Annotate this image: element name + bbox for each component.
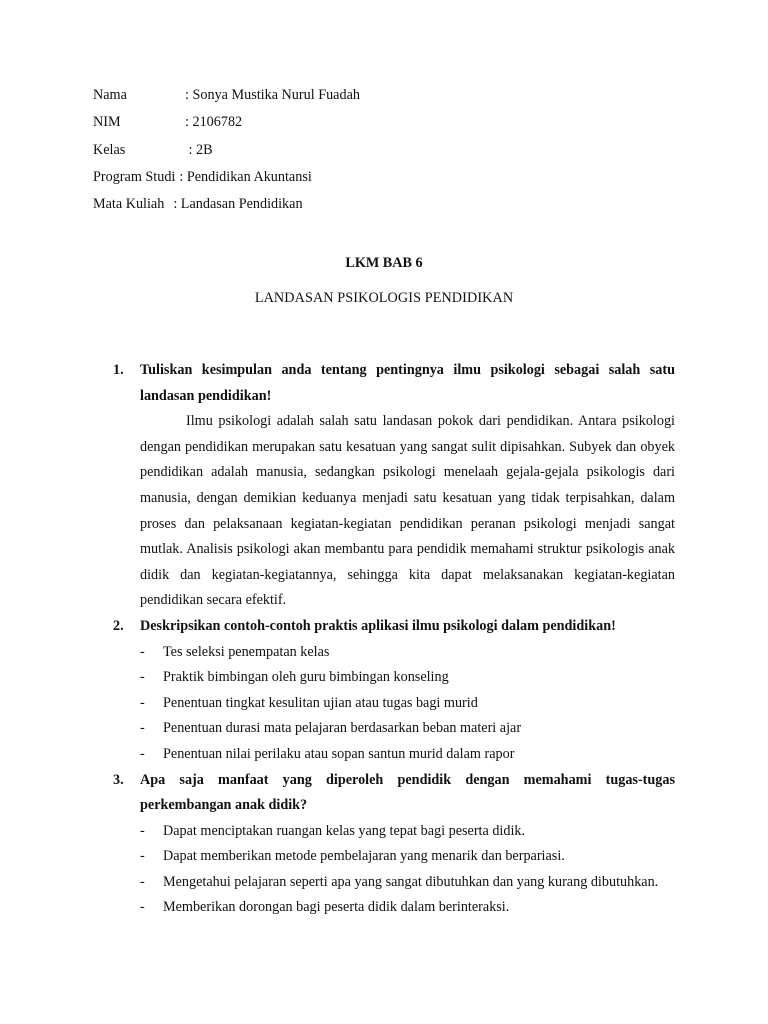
info-label: Program Studi xyxy=(93,168,176,185)
list-item-text: Mengetahui pelajaran seperti apa yang sangat dibutuhkan dan yang kurang dibutuhkan. xyxy=(163,873,659,890)
info-row-nama xyxy=(93,86,360,113)
list-item-text: Penentuan nilai perilaku atau sopan santun murid dalam rapor xyxy=(163,745,515,762)
list-item xyxy=(140,640,675,666)
dash-marker: - xyxy=(140,720,145,737)
list-item-text: Penentuan durasi mata pelajaran berdasarkan beban materi ajar xyxy=(163,720,522,737)
dash-marker: - xyxy=(140,899,145,916)
list-item xyxy=(140,665,675,691)
question-text: Apa saja manfaat yang diperoleh pendidik dengan memahami tugas-tugas perkembangan anak didik? xyxy=(140,771,675,814)
dash-marker: - xyxy=(140,643,145,660)
list-item-text: Tes seleksi penempatan kelas xyxy=(163,643,330,660)
info-label: Kelas xyxy=(93,141,126,158)
info-value: : 2B xyxy=(185,141,213,158)
info-row-mata-kuliah xyxy=(93,195,360,222)
info-label: NIM xyxy=(93,114,121,131)
list-item-text: Dapat menciptakan ruangan kelas yang tepat bagi peserta didik. xyxy=(163,822,526,839)
dash-marker: - xyxy=(140,745,145,762)
list-item xyxy=(140,819,675,845)
question-number: 2. xyxy=(113,617,124,634)
question-2 xyxy=(113,614,675,640)
info-label: Mata Kuliah xyxy=(93,196,165,213)
question-number: 1. xyxy=(113,362,124,378)
page-title: LKM BAB 6 xyxy=(345,255,423,271)
list-item xyxy=(140,691,675,717)
answer-list-2 xyxy=(113,640,675,768)
info-label: Nama xyxy=(93,87,127,103)
dash-marker: - xyxy=(140,848,145,865)
list-item xyxy=(140,844,675,870)
list-item xyxy=(140,870,675,896)
list-item xyxy=(140,742,675,768)
question-1 xyxy=(113,358,675,409)
list-item xyxy=(140,716,675,742)
question-3 xyxy=(113,768,675,819)
dash-marker: - xyxy=(140,694,145,711)
dash-marker: - xyxy=(140,873,145,890)
answer-list-3 xyxy=(113,819,675,921)
list-item xyxy=(140,895,675,921)
question-text: Deskripsikan contoh-contoh praktis aplikasi ilmu psikologi dalam pendidikan! xyxy=(140,617,616,634)
student-info xyxy=(93,86,360,222)
dash-marker: - xyxy=(140,669,145,686)
info-value: : Pendidikan Akuntansi xyxy=(179,168,312,185)
info-row-kelas xyxy=(93,141,360,168)
list-item-text: Penentuan tingkat kesulitan ujian atau tugas bagi murid xyxy=(163,694,478,711)
list-item-text: Praktik bimbingan oleh guru bimbingan konseling xyxy=(163,669,449,686)
info-row-nim xyxy=(93,113,360,140)
answer-1 xyxy=(113,409,675,614)
dash-marker: - xyxy=(140,822,145,839)
info-row-program-studi xyxy=(93,168,360,195)
info-value: : Landasan Pendidikan xyxy=(173,196,303,213)
question-list xyxy=(113,358,675,921)
answer-paragraph: Ilmu psikologi adalah salah satu landasan pokok dari pendidikan. Antara psikologi dengan pendidikan merupakan satu kesatuan yang sangat sulit dipisahkan. Subyek dan obyek pendidikan adalah manusia, sedangkan psikologi menelaah gejala-gejala psikologis dari manusia, dengan demikian keduanya menjadi satu kesatuan yang tidak terpisahkan, dalam proses dan pelaksanaan kegiatan-kegiatan pendidikan peranan psikologi menjadi sangat mutlak. Analisis psikologi akan membantu para pendidik memahami struktur psikologis anak didik dan kegiatan-kegiatannya, sehingga kita dapat melaksanakan kegiatan-kegiatan pendidikan secara efektif. xyxy=(140,413,675,609)
list-item-text: Memberikan dorongan bagi peserta didik dalam berinteraksi. xyxy=(163,899,510,916)
question-text: Tuliskan kesimpulan anda tentang pentingnya ilmu psikologi sebagai salah satu landasan pendidikan! xyxy=(140,362,675,404)
info-value: : Sonya Mustika Nurul Fuadah xyxy=(185,87,360,103)
list-item-text: Dapat memberikan metode pembelajaran yang menarik dan berpariasi. xyxy=(163,848,565,865)
question-number: 3. xyxy=(113,771,124,788)
info-value: : 2106782 xyxy=(185,114,243,131)
page-subtitle: LANDASAN PSIKOLOGIS PENDIDIKAN xyxy=(254,290,514,306)
